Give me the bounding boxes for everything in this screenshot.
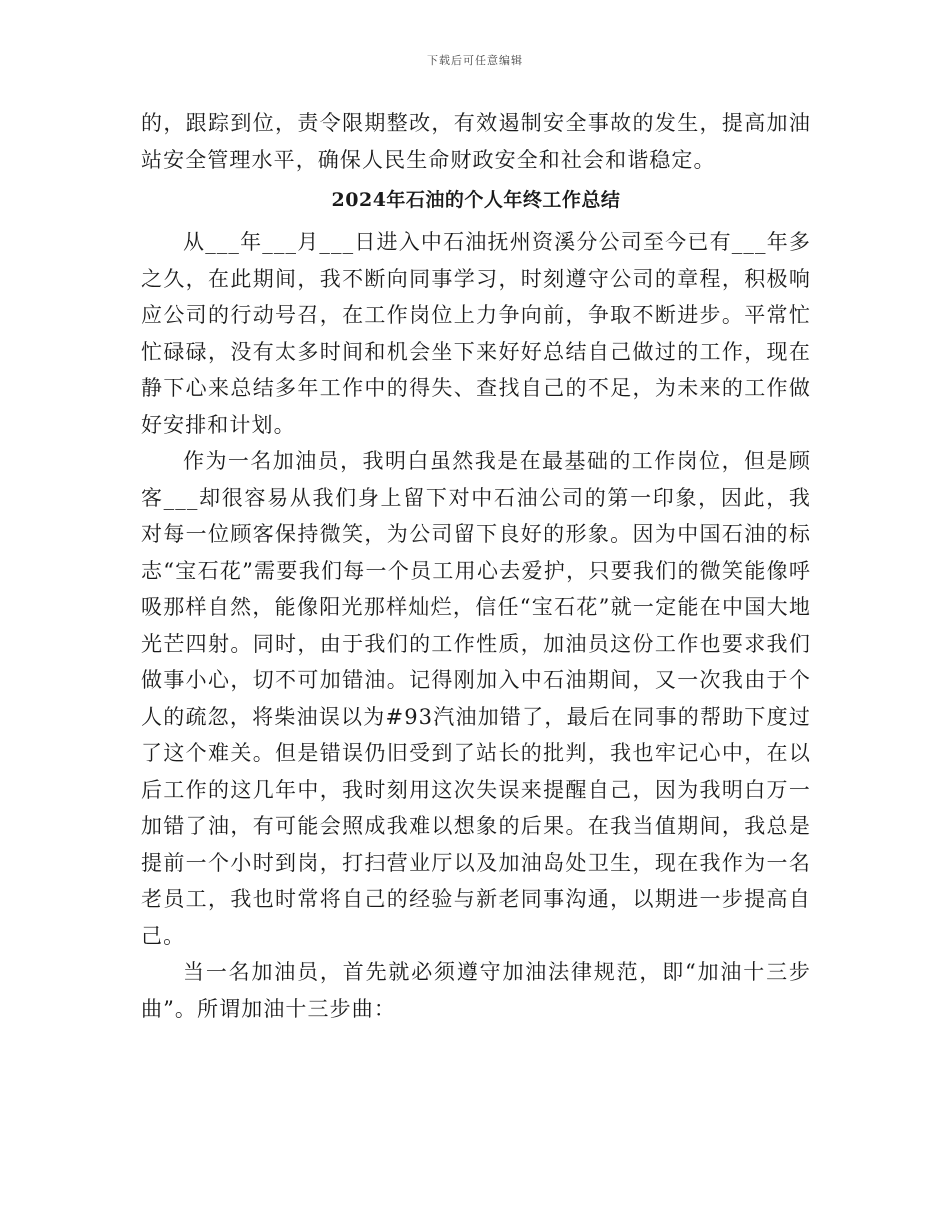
paragraph-thirteen-steps: 当一名加油员，首先就必须遵守加油法律规范，即“加油十三步曲”。所谓加油十三步曲： (141, 960, 811, 1021)
document-body (141, 105, 811, 1027)
continuation-paragraph: 的，跟踪到位，责令限期整改，有效遏制安全事故的发生，提高加油站安全管理水平，确保人民生命财政安全和社会和谐稳定。 (141, 111, 811, 172)
document-title: 2024年石油的个人年终工作总结 (331, 189, 621, 211)
paragraph-intro: 从___年___月___日进入中石油抚州资溪分公司至今已有___年多之久，在此期间，我不断向同事学习，时刻遵守公司的章程，积极响应公司的行动号召，在工作岗位上力争向前，争取不断进步。平常忙忙碌碌，没有太多时间和机会坐下来好好总结自己做过的工作，现在静下心来总结多年工作中的得失、查找自己的不足，为未来的工作做好安排和计划。 (141, 230, 811, 437)
paragraph-attendant-duties: 作为一名加油员，我明白虽然我是在最基础的工作岗位，但是顾客___却很容易从我们身上留下对中石油公司的第一印象，因此，我对每一位顾客保持微笑，为公司留下良好的形象。因为中国石油的标志“宝石花”需要我们每一个员工用心去爱护，只要我们的微笑能像呼吸那样自然，能像阳光那样灿烂，信任“宝石花”就一定能在中国大地光芒四射。同时，由于我们的工作性质，加油员这份工作也要求我们做事小心，切不可加错油。记得刚加入中石油期间，又一次我由于个人的疏忽，将柴油误以为#93汽油加错了，最后在同事的帮助下度过了这个难关。但是错误仍旧受到了站长的批判，我也牢记心中，在以后工作的这几年中，我时刻用这次失误来提醒自己，因为我明白万一加错了油，有可能会照成我难以想象的后果。在我当值期间，我总是提前一个小时到岗，打扫营业厅以及加油岛处卫生，现在我作为一名老员工，我也时常将自己的经验与新老同事沟通，以期进一步提高自己。 (141, 449, 811, 948)
page-header: 下载后可任意编辑 (427, 54, 523, 67)
